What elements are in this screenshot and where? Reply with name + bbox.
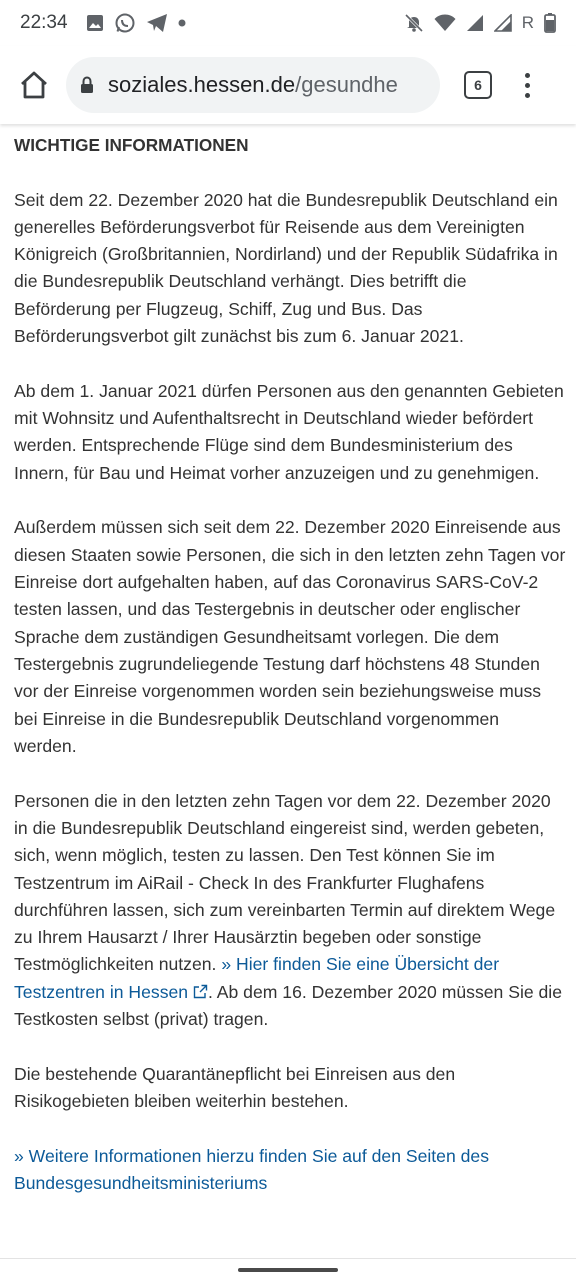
paragraph-4-after: . Ab dem 16. Dezember 2020 müssen Sie die Testkosten selbst (privat) tragen. xyxy=(14,981,562,1030)
paragraph-3: Außerdem müssen sich seit dem 22. Dezember 2020 Einreisende aus diesen Staaten sowie Personen, die sich in den letzten zehn Tagen vor Einreise dort aufgehalten haben, auf das Coronavirus SARS-CoV-2 testen lassen, und das Testergebnis in deutscher oder englischer Sprache dem zuständigen Gesundheitsamt vorlegen. Die dem Testergebnis zugrundeliegende Testung darf höchstens 48 Stunden vor der Einreise vorgenommen worden sein beziehungsweise muss bei Einreise in die Bundesrepublik Deutschland vorgenommen werden. xyxy=(14,517,566,756)
status-time: 22:34 xyxy=(20,12,68,33)
paragraph-4 xyxy=(14,788,566,1034)
carrier-label: R xyxy=(521,13,534,32)
signal-roaming-icon xyxy=(494,14,512,32)
wifi-icon xyxy=(434,14,456,32)
paragraph-1: Seit dem 22. Dezember 2020 hat die Bundesrepublik Deutschland ein generelles Beförderungsverbot für Reisende aus dem Vereinigten Königreich (Großbritannien, Nordirland) und der Republik Südafrika in die Bundesrepublik Deutschland verhängt. Dies betrifft die Beförderung per Flugzeug, Schiff, Zug und Bus. Das Beförderungsverbot gilt zunächst bis zum 6. Januar 2021. xyxy=(14,189,558,346)
battery-icon xyxy=(544,13,556,33)
external-link-icon xyxy=(193,984,208,999)
menu-dot-icon xyxy=(525,73,530,78)
lock-icon xyxy=(80,76,94,94)
url-path: /gesundhe xyxy=(295,72,398,97)
paragraph-6 xyxy=(14,1143,566,1198)
navigation-bar xyxy=(0,1258,576,1280)
status-bar xyxy=(0,0,576,46)
home-button[interactable] xyxy=(14,65,54,105)
menu-dot-icon xyxy=(525,93,530,98)
dot-icon xyxy=(178,19,186,27)
browser-toolbar xyxy=(0,46,576,124)
bell-off-icon xyxy=(404,13,424,33)
paragraph-2: Ab dem 1. Januar 2021 dürfen Personen aus den genannten Gebieten mit Wohnsitz und Aufenthaltsrecht in Deutschland wieder befördert werden. Entsprechende Flüge sind dem Bundesministerium des Innern, für Bau und Heimat vorher anzuzeigen und zu genehmigen. xyxy=(14,380,564,483)
url-text xyxy=(108,72,398,98)
gallery-icon xyxy=(86,14,104,32)
url-host: soziales.hessen.de xyxy=(108,72,296,97)
home-icon xyxy=(19,71,49,99)
overflow-menu-button[interactable] xyxy=(522,73,532,98)
section-heading: WICHTIGE INFORMATIONEN xyxy=(14,135,249,155)
address-bar[interactable] xyxy=(66,57,440,113)
paragraph-4-text: Personen die in den letzten zehn Tagen vor dem 22. Dezember 2020 in die Bundesrepublik Deutschland eingereist sind, werden gebeten, sich, wenn möglich, testen zu lassen. Den Test können Sie im Testzentrum im AiRail - Check In des Frankfurter Flughafens durchführen lassen, sich zum vereinbarten Termin auf direktem Wege zu Ihrem Hausarzt / Ihrer Hausärztin begeben oder sonstige Testmöglichkeiten nutzen. xyxy=(14,790,556,975)
tab-switcher-button[interactable]: 6 xyxy=(464,71,492,99)
gesture-handle[interactable] xyxy=(238,1268,338,1272)
bmg-info-link[interactable]: » Weitere Informationen hierzu finden Sie auf den Seiten des Bundesgesundheitsministeriums xyxy=(14,1145,490,1194)
status-left xyxy=(20,12,186,34)
page-content xyxy=(14,124,566,1258)
menu-dot-icon xyxy=(525,83,530,88)
signal-icon xyxy=(466,14,484,32)
telegram-icon xyxy=(146,13,168,33)
testzentren-link-label: » Hier finden Sie eine Übersicht der Testzentren in Hessen xyxy=(14,954,500,1002)
whatsapp-icon xyxy=(114,12,136,34)
paragraph-5: Die bestehende Quarantänepflicht bei Einreisen aus den Risikogebieten bleiben weiterhin bestehen. xyxy=(14,1063,456,1112)
status-right xyxy=(404,13,556,33)
